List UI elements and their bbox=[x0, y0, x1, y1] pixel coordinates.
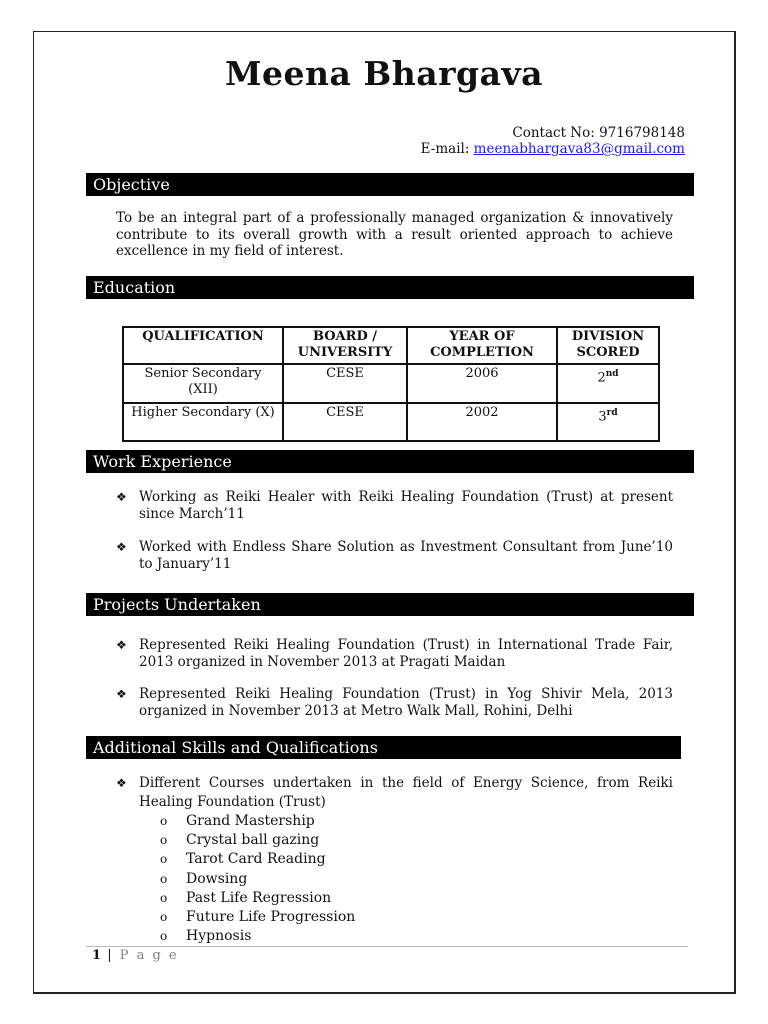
contact-number: 9716798148 bbox=[599, 125, 685, 141]
cell-year: 2002 bbox=[407, 403, 557, 441]
work-item bbox=[116, 489, 673, 523]
table-row bbox=[123, 364, 659, 403]
email-line bbox=[421, 141, 685, 157]
footer-divider bbox=[86, 946, 688, 947]
cell-qualification: Senior Secondary (XII) bbox=[123, 364, 283, 403]
division-value: 2 bbox=[597, 370, 606, 386]
circle-bullet-icon: o bbox=[160, 814, 168, 828]
skills-intro-text: Different Courses undertaken in the field of Energy Science, from Reiki Healing Foundation (Trust) bbox=[139, 775, 673, 810]
footer-separator: | bbox=[107, 948, 114, 963]
cell-board: CESE bbox=[283, 364, 407, 403]
header-board: BOARD / UNIVERSITY bbox=[283, 327, 407, 364]
diamond-bullet-icon: ❖ bbox=[116, 490, 127, 504]
circle-bullet-icon: o bbox=[160, 852, 168, 867]
header-qualification: QUALIFICATION bbox=[123, 327, 283, 364]
page-footer bbox=[92, 948, 179, 963]
circle-bullet-icon: o bbox=[160, 909, 168, 924]
contact-block bbox=[421, 125, 685, 157]
project-item bbox=[116, 637, 673, 671]
circle-bullet-icon: o bbox=[160, 890, 168, 905]
section-projects-heading: Projects Undertaken bbox=[86, 593, 694, 616]
circle-bullet-icon: o bbox=[160, 833, 168, 848]
objective-text: To be an integral part of a professionally managed organization & innovatively contribute to its overall growth with a result oriented approach to achieve excellence in my field of interest. bbox=[116, 210, 673, 259]
cell-year: 2006 bbox=[407, 364, 557, 403]
page-number: 1 bbox=[92, 948, 102, 963]
page-word: P a g e bbox=[119, 948, 179, 963]
course-name: Past Life Regression bbox=[186, 889, 332, 906]
course-name: Grand Mastership bbox=[186, 813, 315, 829]
contact-line bbox=[421, 125, 685, 141]
header-division: DIVISION SCORED bbox=[557, 327, 659, 364]
cell-division bbox=[557, 403, 659, 441]
email-link[interactable]: meenabhargava83@gmail.com bbox=[473, 141, 685, 157]
section-objective-heading: Objective bbox=[86, 173, 694, 196]
course-name: Tarot Card Reading bbox=[186, 851, 326, 868]
work-item-text: Worked with Endless Share Solution as Investment Consultant from June’10 to January’11 bbox=[139, 539, 673, 572]
contact-label: Contact No: bbox=[512, 125, 595, 141]
work-item bbox=[116, 539, 673, 573]
header-year: YEAR OF COMPLETION bbox=[407, 327, 557, 364]
course-name: Hypnosis bbox=[186, 928, 252, 945]
cell-division bbox=[557, 364, 659, 403]
circle-bullet-icon: o bbox=[160, 871, 168, 886]
work-item-text: Working as Reiki Healer with Reiki Healing Foundation (Trust) at present since March’11 bbox=[139, 489, 673, 522]
section-work-experience-heading: Work Experience bbox=[86, 450, 694, 473]
skills-item bbox=[116, 774, 673, 812]
table-header-row bbox=[123, 327, 659, 364]
email-label: E-mail: bbox=[420, 141, 470, 157]
division-value: 3 bbox=[598, 409, 607, 425]
diamond-bullet-icon: ❖ bbox=[116, 638, 127, 652]
project-item-text: Represented Reiki Healing Foundation (Trust) in International Trade Fair, 2013 organized in November 2013 at Pragati Maidan bbox=[139, 637, 673, 670]
diamond-bullet-icon: ❖ bbox=[116, 687, 127, 701]
course-name: Crystal ball gazing bbox=[186, 832, 320, 849]
cell-qualification: Higher Secondary (X) bbox=[123, 403, 283, 441]
course-name: Future Life Progression bbox=[186, 908, 356, 925]
table-row bbox=[123, 403, 659, 441]
section-education-heading: Education bbox=[86, 276, 694, 299]
cell-board: CESE bbox=[283, 403, 407, 441]
project-item-text: Represented Reiki Healing Foundation (Trust) in Yog Shivir Mela, 2013 organized in November 2013 at Metro Walk Mall, Rohini, Delhi bbox=[139, 686, 673, 719]
section-skills-heading: Additional Skills and Qualifications bbox=[86, 736, 681, 759]
diamond-bullet-icon: ❖ bbox=[116, 776, 127, 790]
division-suffix: rd bbox=[606, 408, 618, 418]
division-suffix: nd bbox=[605, 369, 619, 379]
circle-bullet-icon: o bbox=[160, 929, 168, 944]
diamond-bullet-icon: ❖ bbox=[116, 540, 127, 554]
project-item bbox=[116, 686, 673, 720]
resume-name: Meena Bhargava bbox=[224, 54, 544, 93]
course-name: Dowsing bbox=[186, 870, 248, 887]
education-table bbox=[122, 326, 660, 442]
